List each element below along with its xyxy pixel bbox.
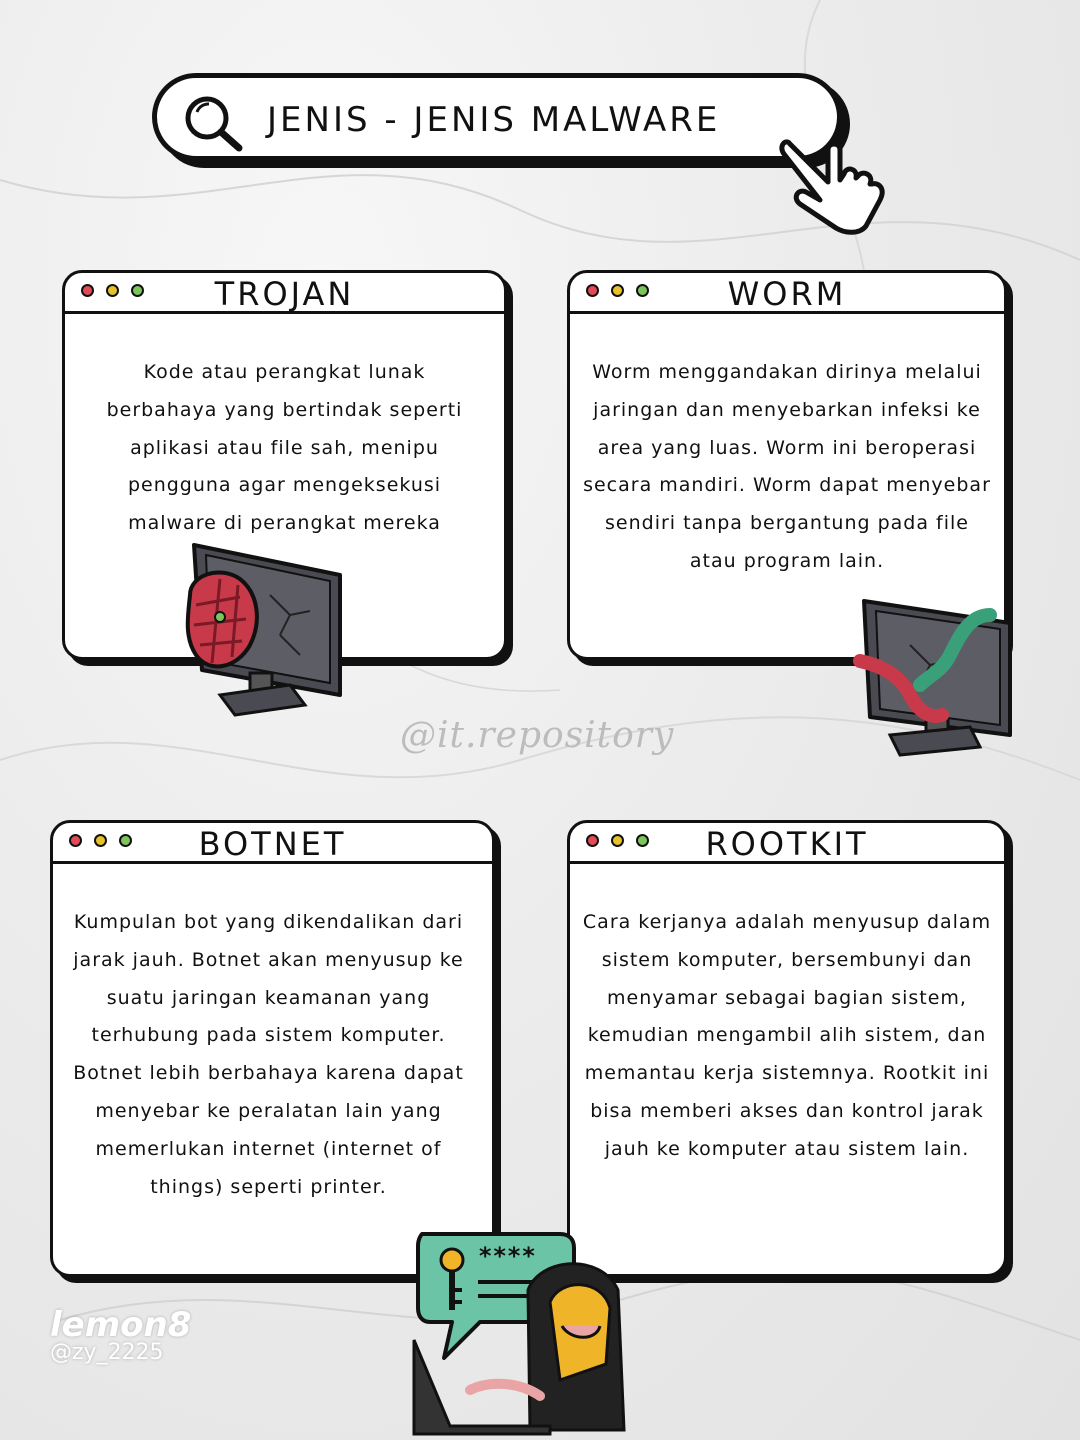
card-title: BOTNET — [198, 825, 347, 863]
watermark: @it.repository — [400, 715, 675, 756]
worm-monitor-illustration — [850, 595, 1025, 770]
card-title: TROJAN — [214, 275, 355, 313]
card-titlebar — [65, 273, 504, 314]
author-handle: @zy_2225 — [50, 1340, 164, 1365]
card-rootkit — [567, 820, 1007, 1277]
trojan-horse-icon — [188, 572, 257, 666]
card-title: WORM — [727, 275, 847, 313]
card-title: ROOTKIT — [705, 825, 869, 863]
card-titlebar — [53, 823, 492, 864]
hacker-illustration — [410, 1230, 630, 1440]
card-titlebar — [570, 823, 1004, 864]
card-body: Worm menggandakan dirinya melalui jaringan dan menyebarkan infeksi ke area yang luas. Worm ini beroperasi secara mandiri. Worm dapat menyebar sendiri tanpa bergantung pada file atau program lain. — [583, 361, 991, 572]
card-titlebar — [570, 273, 1004, 314]
card-body: Kode atau perangkat lunak berbahaya yang bertindak seperti aplikasi atau file sah, menipu pengguna agar mengeksekusi malware di perangkat mereka — [106, 361, 463, 535]
card-body: Cara kerjanya adalah menyusup dalam sistem komputer, bersembunyi dan menyamar sebagai bagian sistem, kemudian mengambil alih sistem, dan memantau kerja sistemnya. Rootkit ini bisa memberi akses dan kontrol jarak jauh ke komputer atau sistem lain. — [582, 911, 992, 1160]
card-botnet — [50, 820, 495, 1277]
trojan-monitor-illustration — [180, 535, 350, 720]
search-icon — [179, 92, 249, 158]
pointing-hand-icon — [770, 130, 900, 244]
lemon8-logo: lemon8 — [50, 1305, 192, 1345]
password-mask: **** — [478, 1242, 536, 1270]
page-title: JENIS - JENIS MALWARE — [267, 100, 721, 140]
search-header — [152, 73, 842, 161]
card-body: Kumpulan bot yang dikendalikan dari jarak jauh. Botnet akan menyusup ke suatu jaringan keamanan yang terhubung pada sistem komputer. Botnet lebih berbahaya karena dapat menyebar ke peralatan lain yang memerlukan internet (internet of things) seperti printer. — [73, 911, 464, 1198]
